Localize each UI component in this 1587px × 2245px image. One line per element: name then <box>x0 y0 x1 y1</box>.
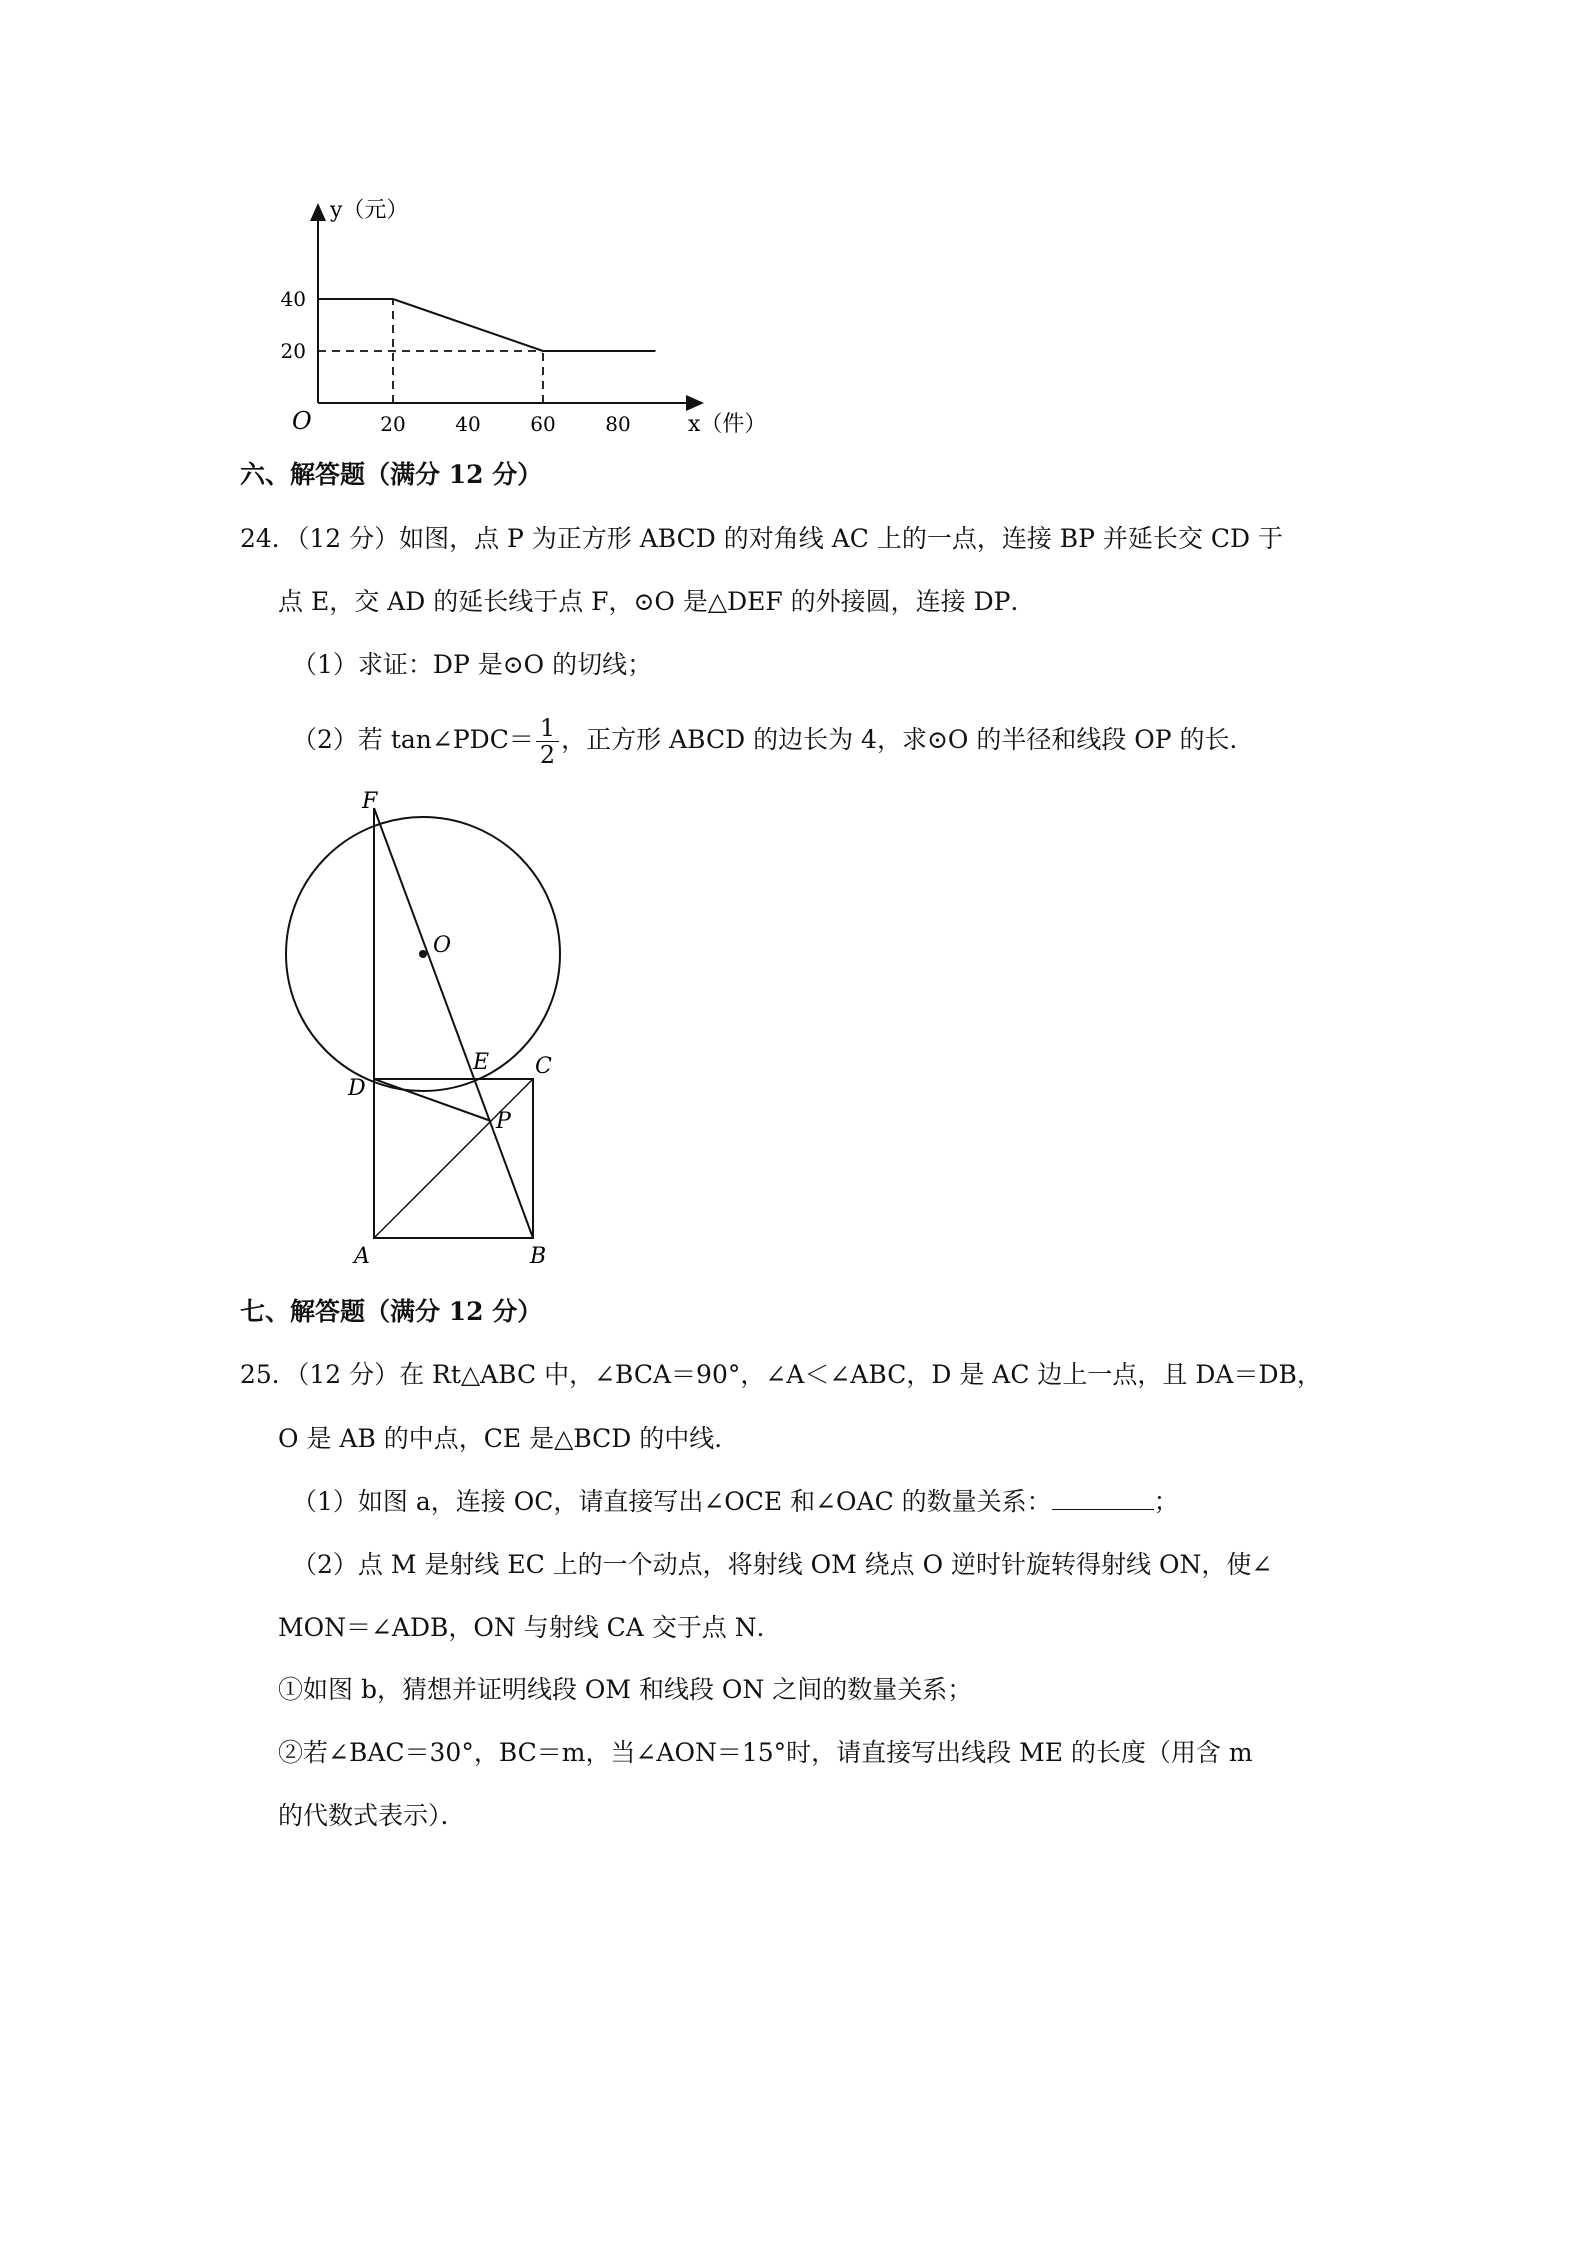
q24-part1: （1）求证：DP 是⊙O 的切线； <box>292 650 653 679</box>
x-tick-label: 80 <box>605 412 631 436</box>
section6-heading: 六、解答题（满分 12 分） <box>240 460 543 489</box>
fraction-one-half <box>536 715 559 768</box>
q25-part2-line1: （2）点 M 是射线 EC 上的一个动点，将射线 OM 绕点 O 逆时针旋转得射线 ON，使∠ <box>292 1550 1273 1579</box>
q25-text-line1: 在 Rt△ABC 中，∠BCA＝90°，∠A＜∠ABC，D 是 AC 边上一点，且 DA＝DB， <box>399 1360 1322 1389</box>
answer-blank[interactable] <box>1052 1485 1154 1510</box>
label-a: A <box>354 1244 370 1269</box>
graph-series <box>318 299 656 351</box>
fraction-numerator: 1 <box>536 715 559 742</box>
q24-part2-suffix: ，正方形 ABCD 的边长为 4，求⊙O 的半径和线段 OP 的长． <box>561 725 1255 754</box>
y-tick-label: 20 <box>280 339 306 363</box>
q24-part2-prefix: （2）若 tan∠PDC＝ <box>292 725 534 754</box>
q24-text-line1: 如图，点 P 为正方形 ABCD 的对角线 AC 上的一点，连接 BP 并延长交 CD 于 <box>399 524 1283 553</box>
label-f: F <box>362 790 378 814</box>
x-tick-label: 60 <box>530 412 556 436</box>
x-tick-label: 40 <box>455 412 481 436</box>
q24-score: （12 分） <box>296 524 400 553</box>
q25-part1-end: ； <box>1153 1487 1179 1516</box>
q24-line2 <box>278 585 1036 619</box>
y-tick-label: 40 <box>280 287 306 311</box>
q24-circle-square-figure <box>270 790 590 1280</box>
label-p: P <box>496 1109 511 1134</box>
q25-line1 <box>240 1358 1322 1392</box>
q24-text-line2: 点 E，交 AD 的延长线于点 F，⊙O 是△DEF 的外接圆，连接 DP． <box>278 587 1036 616</box>
label-d: D <box>348 1076 366 1101</box>
q24-part2 <box>292 715 1255 768</box>
q25-part1 <box>292 1485 1179 1519</box>
q25-sub1: ①如图 b，猜想并证明线段 OM 和线段 ON 之间的数量关系； <box>278 1675 973 1704</box>
diagonal-ac <box>374 1079 533 1238</box>
section7-heading: 七、解答题（满分 12 分） <box>240 1297 543 1326</box>
graph-ticks <box>281 287 631 436</box>
series-segment <box>393 299 543 351</box>
fraction-denominator: 2 <box>539 741 556 769</box>
label-e: E <box>473 1050 490 1075</box>
y-axis-label: y（元） <box>330 198 409 223</box>
segment-dp <box>374 1079 491 1121</box>
q25-line2: O 是 AB 的中点，CE 是△BCD 的中线． <box>278 1424 740 1453</box>
price-quantity-graph <box>270 195 770 445</box>
label-c: C <box>535 1054 552 1079</box>
x-tick-label: 20 <box>380 412 406 436</box>
origin-label: O <box>292 407 312 435</box>
q25-number: 25． <box>240 1360 297 1389</box>
q25-score: （12 分） <box>296 1360 400 1389</box>
q25-part2-line2: MON＝∠ADB，ON 与射线 CA 交于点 N． <box>278 1613 782 1642</box>
center-point-o <box>419 950 427 958</box>
q25-part1-text: （1）如图 a，连接 OC，请直接写出∠OCE 和∠OAC 的数量关系： <box>292 1487 1052 1516</box>
q24-number: 24． <box>240 524 297 553</box>
segment-fb <box>374 808 533 1238</box>
dashed-guides <box>318 299 543 403</box>
q25-sub2-line2: 的代数式表示）． <box>278 1801 466 1830</box>
label-b: B <box>530 1244 547 1269</box>
q24-line1 <box>240 522 1283 556</box>
q25-sub2-line1: ②若∠BAC＝30°，BC＝m，当∠AON＝15°时，请直接写出线段 ME 的长度（用含 m <box>278 1738 1253 1767</box>
label-o: O <box>433 933 452 958</box>
x-axis-label: x（件） <box>688 412 767 437</box>
